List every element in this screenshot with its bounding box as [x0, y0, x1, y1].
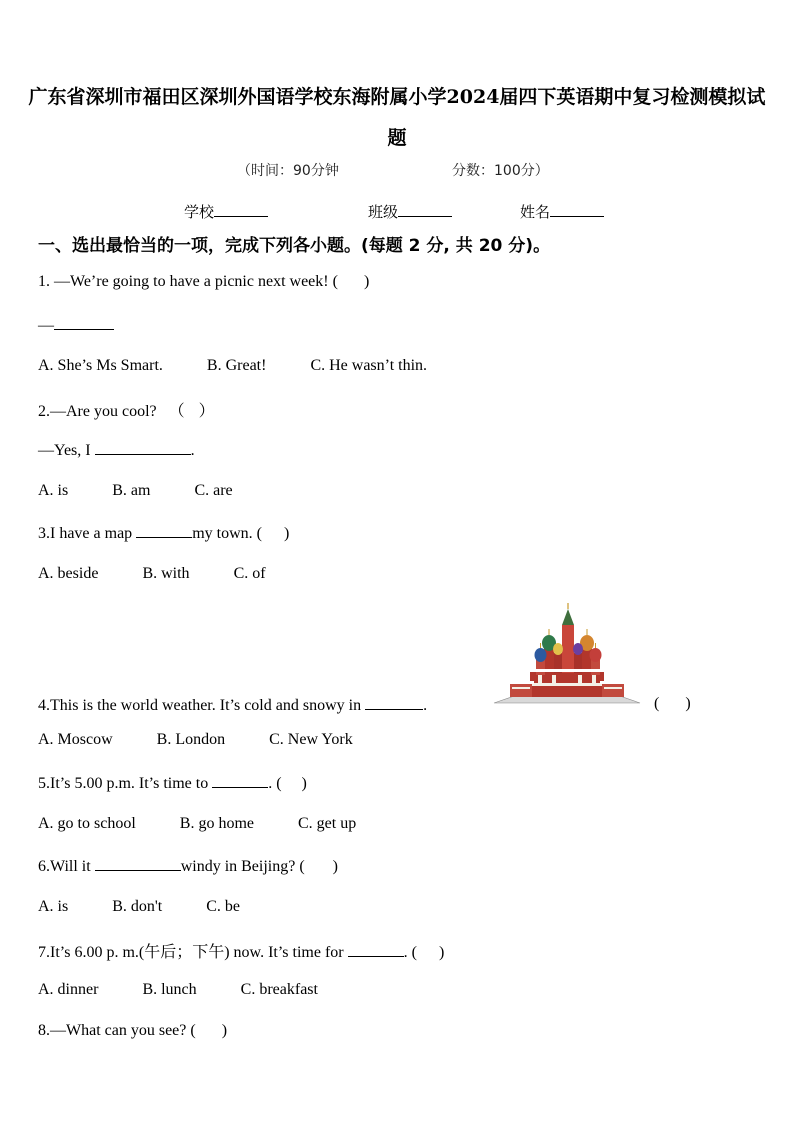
option-c: C. get up	[298, 815, 357, 832]
school-blank	[214, 202, 268, 217]
question-5-options	[38, 815, 400, 833]
name-blank	[550, 202, 604, 217]
question-6-options	[38, 898, 284, 916]
question-6-close: )	[332, 858, 338, 875]
option-c: C. are	[194, 482, 233, 499]
st-basils-cathedral-icon	[492, 603, 642, 705]
option-b: B. lunch	[142, 981, 197, 998]
option-a: A. is	[38, 482, 69, 499]
question-4-options	[38, 731, 397, 749]
question-4-open: (	[654, 695, 660, 712]
document-title-line1: 广东省深圳市福田区深圳外国语学校东海附属小学2024届四下英语期中复习检测模拟试	[28, 86, 766, 108]
option-c: C. of	[233, 565, 266, 582]
exam-score: 分数：100分）	[452, 163, 549, 179]
question-5-close: )	[301, 775, 307, 792]
question-2-blank	[95, 440, 191, 455]
question-4-dot: .	[423, 697, 428, 714]
question-7-options	[38, 981, 362, 999]
school-field	[184, 201, 268, 222]
exam-time: （时间：90分钟	[237, 163, 339, 179]
school-label: 学校	[184, 203, 215, 221]
question-1-options	[38, 357, 471, 375]
question-2-options	[38, 482, 277, 500]
question-3-text-a: 3.I have a map	[38, 525, 133, 542]
question-1-answer-line	[38, 315, 114, 335]
question-1-blank	[54, 315, 114, 330]
question-3-blank	[136, 523, 192, 538]
option-b: B. with	[142, 565, 190, 582]
option-a: A. is	[38, 898, 69, 915]
question-8	[38, 1022, 227, 1040]
option-a: A. She’s Ms Smart.	[38, 357, 163, 374]
question-7-tail: . (	[403, 944, 417, 961]
question-4-paren	[654, 695, 691, 713]
class-blank	[398, 202, 452, 217]
question-7	[38, 939, 444, 962]
question-2-answer-suffix: .	[190, 442, 195, 459]
question-8-text: 8.—What can you see? (	[38, 1022, 196, 1039]
question-5-blank	[212, 773, 268, 788]
name-label: 姓名	[520, 203, 551, 221]
question-3	[38, 523, 289, 543]
question-4-blank	[365, 695, 423, 710]
question-3-close: )	[283, 525, 290, 542]
question-7-close: )	[438, 944, 445, 961]
question-4-text: 4.This is the world weather. It’s cold and snowy in	[38, 697, 362, 714]
question-2-answer-prefix: —Yes, I	[38, 442, 91, 459]
question-7-text: 7.It’s 6.00 p. m.(午后；下午) now. It’s time for	[38, 944, 344, 961]
class-label: 班级	[368, 203, 399, 221]
question-6	[38, 856, 338, 876]
option-a: A. go to school	[38, 815, 136, 832]
question-5-text: 5.It’s 5.00 p.m. It’s time to	[38, 775, 209, 792]
option-b: B. go home	[179, 815, 254, 832]
option-a: A. beside	[38, 565, 99, 582]
option-c: C. be	[206, 898, 241, 915]
question-3-options	[38, 565, 310, 583]
option-c: C. breakfast	[240, 981, 318, 998]
name-field	[520, 201, 604, 222]
question-4	[38, 695, 427, 715]
question-1-answer-prefix: —	[38, 317, 54, 334]
question-7-blank	[348, 942, 404, 957]
document-title-line2: 题	[387, 127, 407, 149]
question-1	[38, 273, 369, 291]
option-b: B. don't	[112, 898, 163, 915]
question-2-open: （	[168, 403, 185, 420]
section-heading: 一、选出最恰当的一项，完成下列各小题。(每题 2 分, 共 20 分)。	[38, 236, 551, 256]
question-6-text-a: 6.Will it	[38, 858, 91, 875]
question-1-text: 1. —We’re going to have a picnic next week! (	[38, 273, 338, 290]
question-5-tail: . (	[268, 775, 282, 792]
question-6-text-b: windy in Beijing? (	[180, 858, 305, 875]
option-a: A. dinner	[38, 981, 99, 998]
option-b: B. Great!	[206, 357, 267, 374]
question-2	[38, 398, 215, 421]
option-c: C. New York	[269, 731, 353, 748]
question-2-close: ）	[198, 403, 215, 420]
question-3-text-b: my town. (	[192, 525, 262, 542]
question-1-close: )	[363, 273, 370, 290]
question-2-text: 2.—Are you cool?	[38, 403, 157, 420]
question-4-close: )	[685, 695, 691, 712]
class-field	[368, 201, 452, 222]
question-6-blank	[95, 856, 181, 871]
question-8-close: )	[221, 1022, 228, 1039]
option-a: A. Moscow	[38, 731, 113, 748]
option-b: B. London	[156, 731, 226, 748]
option-c: C. He wasn’t thin.	[310, 357, 428, 374]
question-2-answer-line	[38, 440, 195, 460]
option-b: B. am	[112, 482, 151, 499]
question-5	[38, 773, 307, 793]
